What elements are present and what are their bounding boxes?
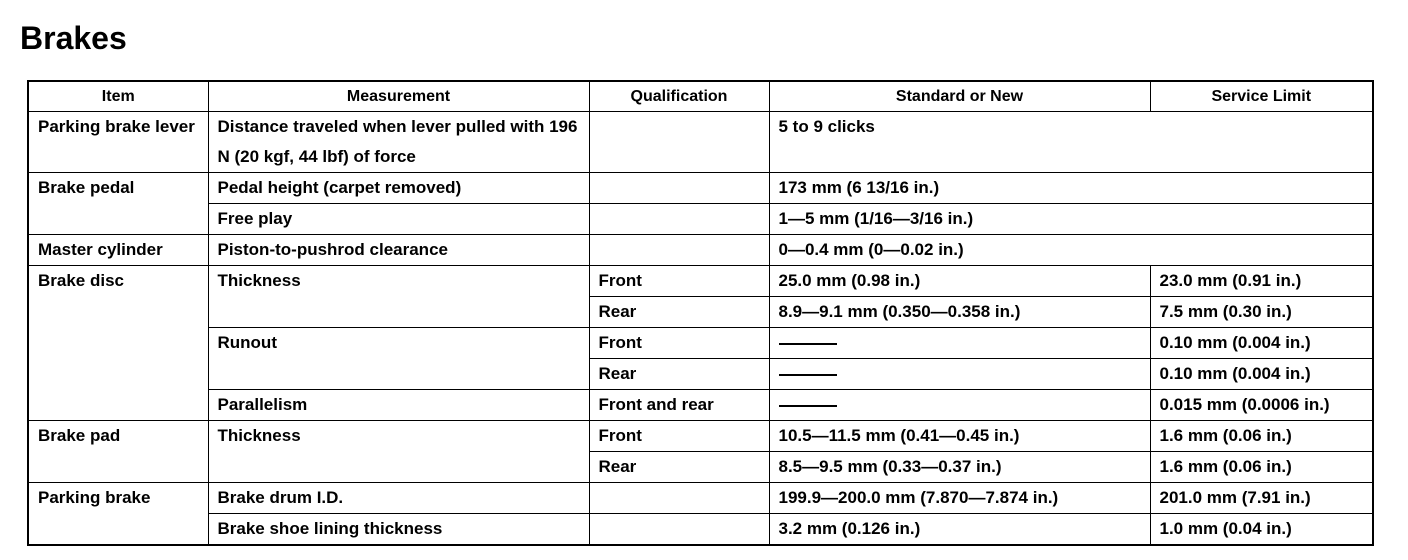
measurement-cell: Parallelism — [208, 390, 589, 421]
table-row — [28, 173, 1373, 204]
header-item: Item — [28, 81, 208, 112]
standard-cell: 8.5—9.5 mm (0.33—0.37 in.) — [769, 452, 1150, 483]
table-row — [28, 483, 1373, 514]
measurement-cell: Free play — [208, 204, 589, 235]
standard-cell: 173 mm (6 13/16 in.) — [769, 173, 1373, 204]
standard-cell: 5 to 9 clicks — [769, 112, 1373, 173]
table-row — [28, 421, 1373, 452]
item-cell: Parking brake — [28, 483, 208, 546]
header-service-limit: Service Limit — [1150, 81, 1373, 112]
table-row — [28, 266, 1373, 297]
standard-cell — [769, 390, 1150, 421]
header-row — [28, 81, 1373, 112]
limit-cell: 23.0 mm (0.91 in.) — [1150, 266, 1373, 297]
qualification-cell — [589, 514, 769, 546]
standard-cell: 10.5—11.5 mm (0.41—0.45 in.) — [769, 421, 1150, 452]
qualification-cell — [589, 112, 769, 173]
standard-cell: 1—5 mm (1/16—3/16 in.) — [769, 204, 1373, 235]
dash-line — [779, 374, 837, 376]
standard-cell: 199.9—200.0 mm (7.870—7.874 in.) — [769, 483, 1150, 514]
qualification-cell — [589, 235, 769, 266]
table-row — [28, 390, 1373, 421]
standard-cell: 8.9—9.1 mm (0.350—0.358 in.) — [769, 297, 1150, 328]
limit-cell: 0.10 mm (0.004 in.) — [1150, 359, 1373, 390]
standard-cell — [769, 359, 1150, 390]
limit-cell: 7.5 mm (0.30 in.) — [1150, 297, 1373, 328]
item-cell: Brake pad — [28, 421, 208, 483]
limit-cell: 1.6 mm (0.06 in.) — [1150, 421, 1373, 452]
table-row — [28, 204, 1373, 235]
limit-cell: 201.0 mm (7.91 in.) — [1150, 483, 1373, 514]
table-row — [28, 235, 1373, 266]
measurement-cell: Piston-to-pushrod clearance — [208, 235, 589, 266]
limit-cell: 0.10 mm (0.004 in.) — [1150, 328, 1373, 359]
qualification-cell: Rear — [589, 297, 769, 328]
brakes-spec-table — [27, 80, 1374, 546]
qualification-cell: Front — [589, 421, 769, 452]
measurement-cell: Runout — [208, 328, 589, 390]
qualification-cell: Rear — [589, 452, 769, 483]
measurement-cell: Pedal height (carpet removed) — [208, 173, 589, 204]
item-cell: Brake pedal — [28, 173, 208, 235]
measurement-cell: Brake shoe lining thickness — [208, 514, 589, 546]
page-title: Brakes — [20, 20, 127, 56]
dash-line — [779, 343, 837, 345]
measurement-cell: Thickness — [208, 266, 589, 328]
limit-cell: 1.6 mm (0.06 in.) — [1150, 452, 1373, 483]
measurement-cell: Distance traveled when lever pulled with 196 N (20 kgf, 44 lbf) of force — [208, 112, 589, 173]
qualification-cell: Front — [589, 328, 769, 359]
header-standard: Standard or New — [769, 81, 1150, 112]
limit-cell: 0.015 mm (0.0006 in.) — [1150, 390, 1373, 421]
item-cell: Brake disc — [28, 266, 208, 421]
measurement-cell: Thickness — [208, 421, 589, 483]
dash-line — [779, 405, 837, 407]
header-qualification: Qualification — [589, 81, 769, 112]
item-cell: Master cylinder — [28, 235, 208, 266]
limit-cell: 1.0 mm (0.04 in.) — [1150, 514, 1373, 546]
qualification-cell: Front — [589, 266, 769, 297]
table-row — [28, 328, 1373, 359]
standard-cell: 0—0.4 mm (0—0.02 in.) — [769, 235, 1373, 266]
standard-cell: 25.0 mm (0.98 in.) — [769, 266, 1150, 297]
qualification-cell — [589, 483, 769, 514]
table-row — [28, 514, 1373, 546]
measurement-cell: Brake drum I.D. — [208, 483, 589, 514]
qualification-cell — [589, 204, 769, 235]
standard-cell: 3.2 mm (0.126 in.) — [769, 514, 1150, 546]
header-measurement: Measurement — [208, 81, 589, 112]
item-cell: Parking brake lever — [28, 112, 208, 173]
table-row — [28, 112, 1373, 173]
qualification-cell — [589, 173, 769, 204]
qualification-cell: Rear — [589, 359, 769, 390]
standard-cell — [769, 328, 1150, 359]
qualification-cell: Front and rear — [589, 390, 769, 421]
